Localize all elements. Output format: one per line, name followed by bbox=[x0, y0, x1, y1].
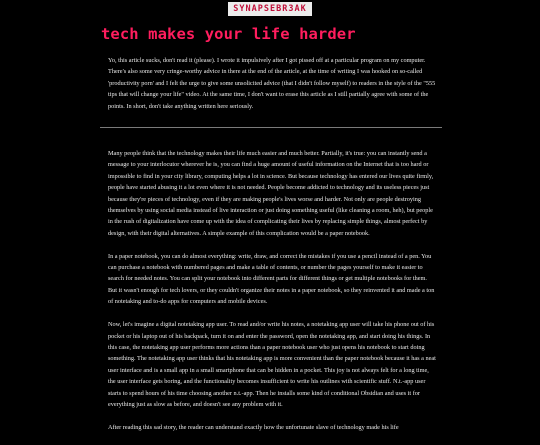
article-paragraph: After reading this sad story, the reader can understand exactly how the unfortunate slave of technology made his life bbox=[108, 423, 399, 431]
site-header bbox=[0, 0, 540, 18]
article-paragraph: Now, let's imagine a digital notetaking app user. To read and/or write his notes, a notetaking app user will take his phone out of his pocket or his laptop out of his backpack, turn it on and enter the password, open the notetaking app, and start doing his things. In this case, the notetaking app user performs more actions than a paper notebook user who just opens his notebook to start doing something. The notetaking app user thinks that his notetaking app is more convenient than the paper notebook because it has a neat user interface and is a small app in a small smartphone that can be hidden in a pocket. This joy is not always felt for a long time, the user interface gets boring, and the functionality becomes insufficient to write his outlines with scientific stuff. N.t.-app user starts to spend hours of his time choosing another n.t.-app. Then he installs some kind of conditional Obsidian and uses it for everything just as slow as before, and doesn't see any problem with it. bbox=[108, 321, 436, 408]
article-intro: Yo, this article sucks, don't read it (please). I wrote it impulsively after I got pissed off at a particular program on my computer. There's also some very cringe-worthy advice in there at the end of the article, at the time of writing I was hooked on so-called 'productivity porn' and I felt the urge to give some unsolicited advice (that I didn't follow myself) to readers in the style of the "555 tips that will change your life" video. At the same time, I don't want to erase this article as I still partially agree with some of the points. In short, don't take anything written here seriously. bbox=[108, 57, 436, 110]
article-title: tech makes your life harder bbox=[101, 25, 356, 43]
article-paragraph: In a paper notebook, you can do almost everything: write, draw, and correct the mistakes if you use a pencil instead of a pen. You can purchase a notebook with numbered pages and make a table of contents, or number the pages yourself to make it easier to search for needed notes. You can split your notebook into different parts for different things or get multiple notebooks for them. But it wasn't enough for tech lovers, or they couldn't organize their notes in a paper notebook, so they reinvented it and made a ton of notetaking and to-do apps for computers and mobile devices. bbox=[108, 252, 435, 306]
article-paragraph: Many people think that the technology makes their life much easier and much better. Partially, it's true: you can instantly send a message to your interlocutor wherever he is, you can find a huge amount of useful information on the Internet that is too hard or impossible to find in your city library, computing helps a lot in science. But because technology has entered our lives quite firmly, people have started abusing it a lot even where it is not needed. People become addicted to technology and its useless pieces just because they're pieces of technology, even if they are making people's lives worse and harder. Not only are people destroying themselves by using social media instead of live interaction or just doing something useful (like cleaning a room, heh), but people in the rush of digitalization have come up with the idea of complicating their lives by replacing simple things, almost perfect by design, with their digital alternatives. A simple example of this complication would be a paper notebook. bbox=[108, 150, 434, 237]
site-logo[interactable]: SYNAPSEBR3AK bbox=[228, 2, 311, 16]
article-body bbox=[108, 55, 436, 445]
divider bbox=[100, 127, 442, 128]
